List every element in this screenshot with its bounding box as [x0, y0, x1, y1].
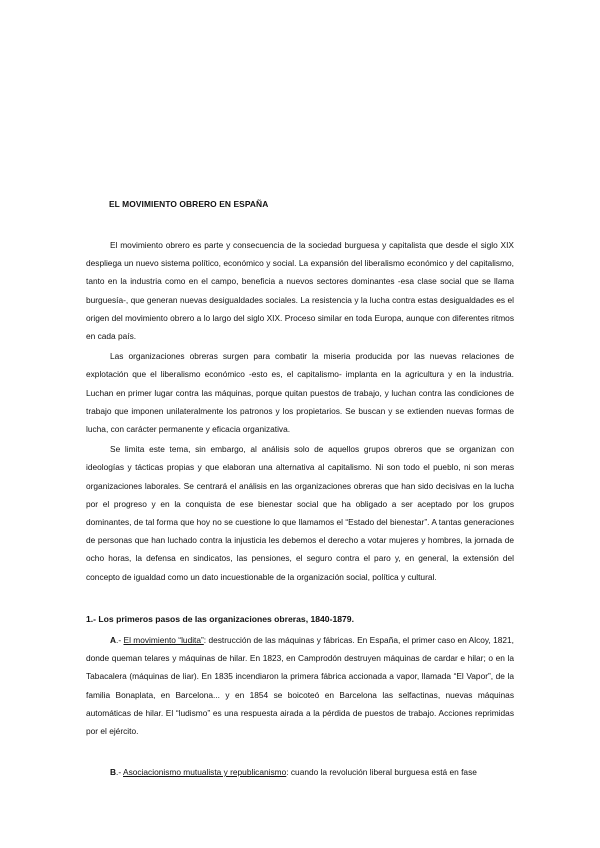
section-a-separator: .-: [116, 635, 124, 645]
section-heading: 1.- Los primeros pasos de las organizaciones obreras, 1840-1879.: [86, 614, 354, 624]
section-a-label: A: [110, 635, 117, 645]
section-a-text: : destrucción de las máquinas y fábricas. En España, el primer caso en Alcoy, 1821, donde queman telares y máquinas de hilar. En 1823, en Camprodón destruyen máquinas de cardar e hilar; o en la Tabacalera (máquinas de liar). En 1835 incendiaron la primera fábrica accionada a vapor, llamada “El Vapor”, de la familia Bonaplata, en Barcelona... y en 1854 se boicoteó en Barcelona las selfactinas, nuevas máquinas automáticas de hilar. El “ludismo” es una respuesta airada a la pérdida de puestos de trabajo. Acciones reprimidas por el ejército.: [86, 635, 514, 737]
intro-body: [86, 236, 514, 588]
section-b-separator: .-: [116, 767, 123, 777]
section-b-title: Asociacionismo mutualista y republicanismo: [123, 767, 287, 777]
section-a: [86, 631, 514, 740]
section-b-label: B: [110, 767, 117, 777]
section-a-paragraph: [86, 631, 514, 740]
document-title: EL MOVIMIENTO OBRERO EN ESPAÑA: [109, 199, 269, 209]
section-b-paragraph: [86, 763, 514, 781]
section-b: [86, 763, 514, 781]
paragraph-3: Se limita este tema, sin embargo, al análisis solo de aquellos grupos obreros que se organizan con ideologías y tácticas propias y que elaboran una alternativa al capitalismo. Ni son todo el pueblo, ni son meras organizaciones laborales. Se centrará el análisis en las organizaciones obreras que han sido decisivas en la lucha por el progreso y en la conquista de ese bienestar social que ha obligado a ser aceptado por los grupos dominantes, de tal forma que hoy no se cuestione lo que llamamos el “Estado del bienestar”. A tantas generaciones de personas que han luchado contra la injusticia les debemos el derecho a votar mujeres y hombres, la jornada de ocho horas, la defensa en sindicatos, las pensiones, el seguro contra el paro y, en general, la extensión del concepto de igualdad como un dato incuestionable de la organización social, política y cultural.: [86, 444, 514, 582]
paragraph-2: Las organizaciones obreras surgen para combatir la miseria producida por las nuevas relaciones de explotación que el liberalismo económico -esto es, el capitalismo- implanta en la agricultura y en la industria. Luchan en primer lugar contra las máquinas, porque quitan puestos de trabajo, y luchan contra las condiciones de trabajo que imponen unilateralmente los patronos y los propietarios. Se buscan y se extienden nuevas formas de lucha, con carácter permanente y eficacia organizativa.: [86, 351, 514, 435]
section-b-text: : cuando la revolución liberal burguesa está en fase: [286, 767, 477, 777]
section-a-title: El movimiento “ludita”: [123, 635, 204, 645]
paragraph-1: El movimiento obrero es parte y consecuencia de la sociedad burguesa y capitalista que desde el siglo XIX despliega un nuevo sistema político, económico y social. La expansión del liberalismo económico y del capitalismo, tanto en la industria como en el campo, beneficia a nuevos sectores dominantes -esa clase social que se llama burguesía-, que generan nuevas desigualdades sociales. La resistencia y la lucha contra estas desigualdades es el origen del movimiento obrero a lo largo del siglo XIX. Proceso similar en toda Europa, aunque con diferentes ritmos en cada país.: [86, 240, 514, 342]
